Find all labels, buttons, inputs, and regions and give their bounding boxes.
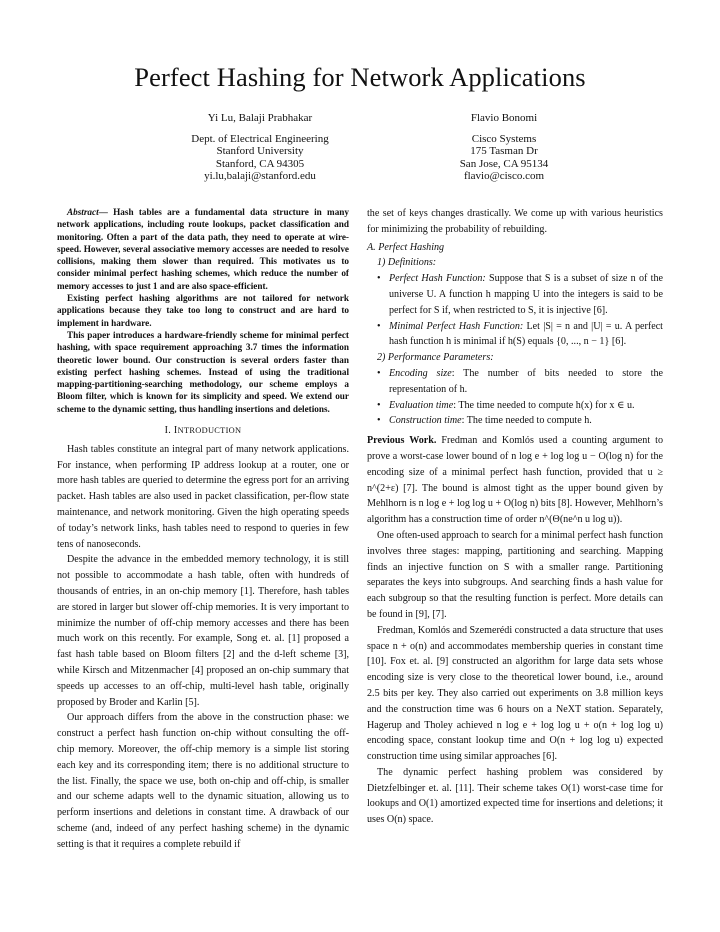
author-affiliation-right <box>384 112 624 183</box>
affiliation-city: San Jose, CA 95134 <box>459 157 549 170</box>
subsubsection-definitions: 1) Definitions: <box>377 257 437 269</box>
abstract-text-1: — Hash tables are a fundamental data structure in many network applications, including route lookups, packet classification and monitoring. Often a part of the data path, they need to operate at wire-speed. However, several associative memory accesses are needed to resolve collisions, making them slower than required. This motivates us to consider minimal perfect hashing schemes, which reduce the number of memory accesses to just 1 and are also space-efficient. <box>57 207 349 291</box>
affiliation-address: Stanford, CA 94305 <box>215 157 305 170</box>
intro-paragraph-3: Our approach differs from the above in the construction phase: we construct a perfect hash function on-chip without consulting the off-chip memory. Moreover, the off-chip memory is a simple list storing each key and its corresponding item; there is no additional structure to the list. Finally, the space we use, both on-chip and off-chip, is smaller and our scheme adapts well to the dynamic situation, allowing us to perform insertions and deletions in constant time. A drawback of our scheme (and, indeed of any perfect hashing scheme) in the dynamic setting is that it requires a complete rebuild if <box>57 712 349 850</box>
bullet-icon: • <box>377 273 381 285</box>
parameter-text: : The number of bits needed to store the representation of h. <box>389 367 663 395</box>
author-names-right: Flavio Bonomi <box>470 112 538 124</box>
definition-text: Let |S| = n and |U| = u. A perfect hash function h is minimal if h(S) equals {0, ..., n − 1} [6]. <box>389 320 663 348</box>
abstract-label: Abstract <box>67 207 99 217</box>
parameter-term: Encoding size <box>389 367 452 379</box>
bullet-icon: • <box>377 320 381 332</box>
abstract-paragraph-1 <box>57 206 349 292</box>
left-column <box>57 206 349 853</box>
parameter-text: : The time needed to compute h(x) for x ∈ u. <box>453 399 635 411</box>
abstract <box>57 206 349 415</box>
section-title-rest: NTRODUCTION <box>177 426 242 436</box>
section-heading-introduction <box>57 423 349 439</box>
parameter-term: Evaluation time <box>389 399 454 411</box>
bullet-icon: • <box>377 399 381 411</box>
introduction-body <box>57 442 349 853</box>
author-email-left: yi.lu,balaji@stanford.edu <box>204 170 316 182</box>
bullet-icon: • <box>377 367 381 379</box>
list-item <box>367 366 663 398</box>
abstract-paragraph-3: This paper introduces a hardware-friendly scheme for minimal perfect hashing, with space requirement approaching 3.7 times the information theoretic lower bound. Our construction is several orders faster than existing perfect hashing schemes. Instead of using the traditional mapping-partitioning-searching methodology, our scheme employs a Bloom filter, which is known for its simplicity and speed. We extend our scheme to the dynamic setting, thus handling insertions and deletions. <box>57 329 349 414</box>
section-number: I. <box>164 425 172 437</box>
affiliation-company: Cisco Systems <box>471 132 537 145</box>
parameter-term: Construction time <box>389 415 462 427</box>
intro-paragraph-1: Hash tables constitute an integral part of many network applications. For instance, when performing IP address lookup at a router, one or more hash tables are queried to determine the egress port for an arriving packet. Hash tables are also used in packet classification, per-flow state maintenance, and network monitoring. Given the high operating speeds of today’s network links, hash tables need to respond to queries in few tens of nanoseconds. <box>57 443 349 550</box>
definition-term: Perfect Hash Function: <box>389 273 486 285</box>
bullet-icon: • <box>377 415 381 427</box>
affiliation-university: Stanford University <box>216 145 304 157</box>
definition-text: Suppose that S is a subset of size n of the universe U. A function h mapping U into the integers is said to be perfect for S if, when restricted to S, it is injective [6]. <box>389 273 663 316</box>
intro-paragraph-2: Despite the advance in the embedded memory technology, it is still not possible to accommodate a hash table, often with hundreds of thousands of entries, in an on-chip memory [1]. Therefore, hash tables are stored in larger but slower off-chip memories. It is very important to minimize the number of off-chip memory accesses and there has been much work on this recently. For example, Song et. al. [1] proposed a fast hash table based on Bloom filters [2] and the d-left scheme [3], while Kirsch and Mitzenmacher [4] proposed an on-chip summary that speeds up accesses to an off-chip, multi-level hash table, originally proposed by Broder and Karlin [5]. <box>57 554 349 708</box>
section-title-initial: I <box>173 425 178 437</box>
definition-term: Minimal Perfect Hash Function: <box>389 320 524 332</box>
affiliation-dept: Dept. of Electrical Engineering <box>191 132 329 145</box>
dynamic-paragraph: The dynamic perfect hashing problem was considered by Dietzfelbinger et. al. [11]. Their scheme takes O(1) worst-case time for lookups and O(1) amortized expected time for insertions and deletions; it uses O(n) space. <box>367 766 663 826</box>
mapping-paragraph: One often-used approach to search for a minimal perfect hash function involves three stages: mapping, partitioning and searching. Mapping finds an injective function on S with a smaller range. Partitioning separates the keys into subgroups. And searching finds a hash value for each subgroup so that the resulting function is perfect. More details can be found in [9], [7]. <box>367 529 663 620</box>
right-column <box>367 206 663 828</box>
right-body <box>367 206 663 828</box>
list-item <box>367 398 663 414</box>
author-email-right: flavio@cisco.com <box>463 170 545 182</box>
subsubsection-performance: 2) Performance Parameters: <box>377 352 494 364</box>
affiliation-street: 175 Tasman Dr <box>470 145 538 157</box>
subsection-perfect-hashing: A. Perfect Hashing <box>367 241 445 253</box>
previous-work-text: Fredman and Komlós used a counting argument to prove a worst-case lower bound of n log e + log log u − O(log n) for the encoding size of a minimal perfect hash function, provided that u ≥ n^(2+ε) [7]. The bound is almost tight as the upper bound given by Mehlhorn is n log e + log log u + O(log n) bits [8]. However, Mehlhorn’s algorithm has a construction time of order n^(Θ(ne^n u log u)). <box>367 435 663 526</box>
abstract-paragraph-2: Existing perfect hashing algorithms are not tailored for network applications because they take too long to construct and are hard to implement in hardware. <box>57 293 349 328</box>
performance-list <box>367 366 663 429</box>
previous-work-label: Previous Work. <box>367 435 437 447</box>
definitions-list <box>367 271 663 350</box>
list-item <box>367 413 663 429</box>
intro-continuation: the set of keys changes drastically. We come up with various heuristics for minimizing the probability of rebuilding. <box>367 208 663 235</box>
previous-work-paragraph <box>367 433 663 528</box>
list-item <box>367 271 663 318</box>
author-names-left: Yi Lu, Balaji Prabhakar <box>207 112 313 124</box>
fks-paragraph: Fredman, Komlós and Szemerédi constructed a data structure that uses space n + o(n) and accommodates membership queries in constant time [10]. Fox et. al. [9] constructed an algorithm for large data sets whose encoding size is very close to the theoretical lower bound, i.e., around 2.5 bits per key. They also carried out experiments on 3.8 million keys and the construction time was 6 hours on a NeXT station. Separately, Hagerup and Tholey achieved n log e + log log u + o(n + log log u) encoding space, constant lookup time and O(n + log log u) expected construction time using similar approaches [6]. <box>367 624 663 763</box>
parameter-text: : The time needed to compute h. <box>461 415 592 427</box>
author-affiliation-left <box>140 112 380 183</box>
list-item <box>367 319 663 351</box>
paper-title: Perfect Hashing for Network Applications <box>134 62 586 92</box>
